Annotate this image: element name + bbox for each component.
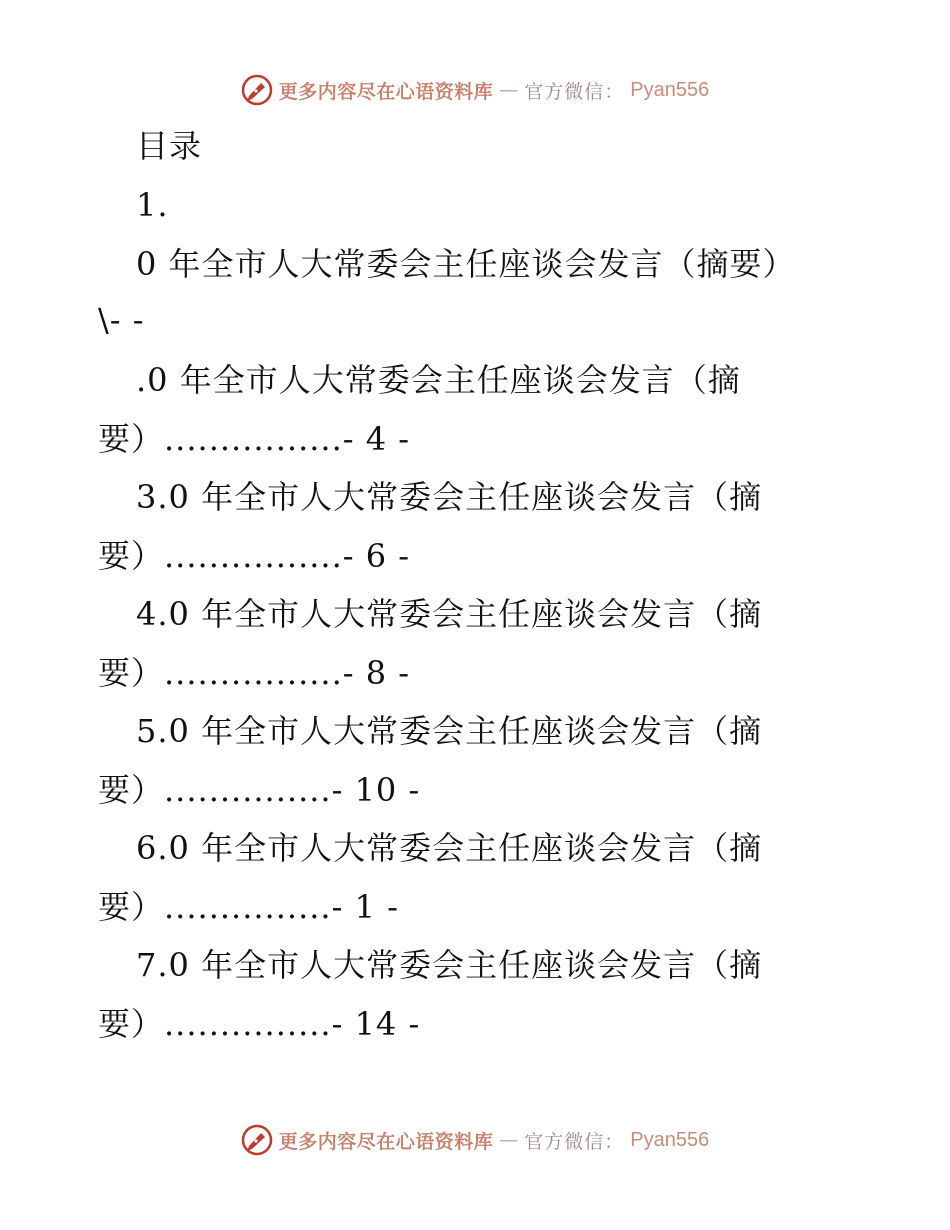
toc-line: 6.0 年全市人大常委会主任座谈会发言（摘 <box>136 829 763 867</box>
pen-nib-logo-icon <box>241 1124 273 1156</box>
toc-line: 要）................- 6 - <box>98 537 411 575</box>
toc-line: 5.0 年全市人大常委会主任座谈会发言（摘 <box>136 712 763 750</box>
toc-line: 0 年全市人大常委会主任座谈会发言（摘要） <box>136 245 796 283</box>
watermark-group <box>241 74 710 106</box>
toc-title: 目录 <box>136 127 203 165</box>
watermark-text: 更多内容尽在心语资料库 <box>278 80 494 103</box>
watermark-separator: — <box>499 1129 519 1151</box>
toc-line: 要）...............- 1 - <box>98 888 399 926</box>
footer-watermark <box>0 1120 950 1160</box>
pen-nib-logo-icon <box>241 74 273 106</box>
toc-line: 要）...............- 14 - <box>98 1005 421 1043</box>
toc-line: .0 年全市人大常委会主任座谈会发言（摘 <box>136 361 741 399</box>
watermark-id: Pyan556 <box>630 1128 710 1151</box>
toc-line: 要）...............- 10 - <box>98 771 421 809</box>
header-watermark <box>0 70 950 110</box>
watermark-id: Pyan556 <box>630 78 710 101</box>
toc-line: 要）................- 8 - <box>98 654 411 692</box>
toc-line: 3.0 年全市人大常委会主任座谈会发言（摘 <box>136 478 763 516</box>
watermark-label: 官方微信： <box>524 1130 625 1153</box>
toc-line: 7.0 年全市人大常委会主任座谈会发言（摘 <box>136 946 763 984</box>
watermark-label: 官方微信： <box>524 80 625 103</box>
toc-line: 要）................- 4 - <box>98 420 411 458</box>
toc-line: 4.0 年全市人大常委会主任座谈会发言（摘 <box>136 595 763 633</box>
watermark-separator: — <box>499 79 519 101</box>
watermark-text: 更多内容尽在心语资料库 <box>278 1130 494 1153</box>
toc-line: \- - <box>98 301 145 339</box>
toc-line: 1. <box>136 186 169 224</box>
watermark-group <box>241 1124 710 1156</box>
